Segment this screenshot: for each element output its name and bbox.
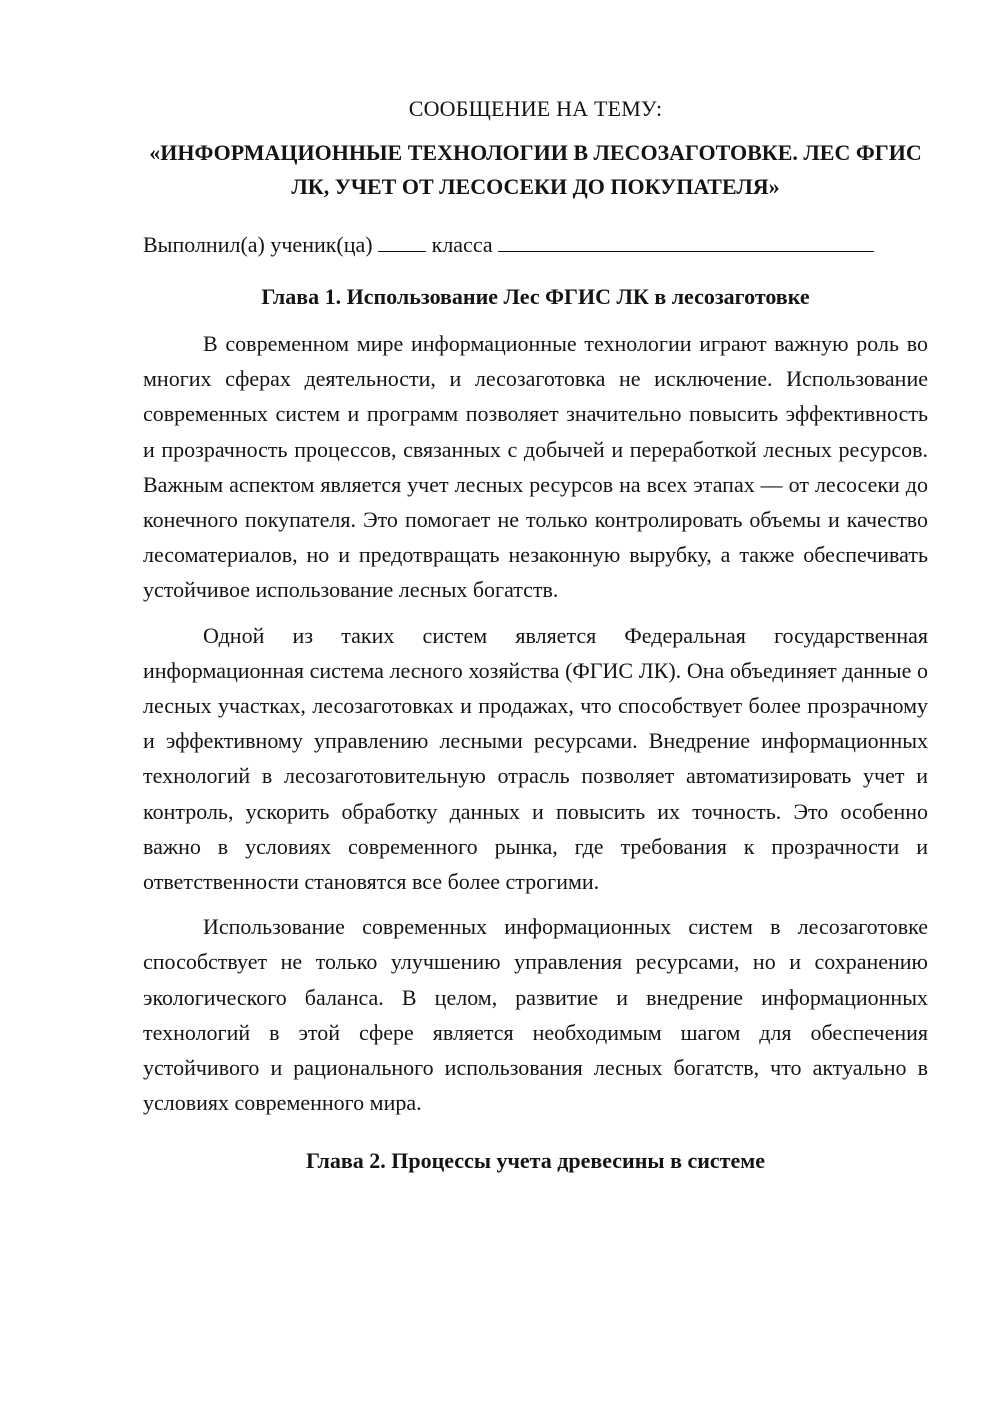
byline-prefix: Выполнил(а) ученик(ца) [143, 232, 373, 257]
document-title: «ИНФОРМАЦИОННЫЕ ТЕХНОЛОГИИ В ЛЕСОЗАГОТОВКЕ. ЛЕС ФГИС ЛК, УЧЕТ ОТ ЛЕСОСЕКИ ДО ПОКУПАТЕЛЯ» [149, 140, 922, 199]
chapter-2-heading: Глава 2. Процессы учета древесины в системе [306, 1148, 765, 1174]
chapter-1-paragraph: Одной из таких систем является Федеральная государственная информационная система лесного хозяйства (ФГИС ЛК). Она объединяет данные о лесных участках, лесозаготовках и продажах, что способствует более прозрачному и эффективному управлению лесными ресурсами. Внедрение информационных технологий в лесозаготовительную отрасль позволяет автоматизировать учет и контроль, ускорить обработку данных и повысить их точность. Это особенно важно в условиях современного рынка, где требования к прозрачности и ответственности становятся все более строгими. [143, 622, 928, 895]
document-page [143, 92, 928, 1190]
author-byline [143, 228, 928, 262]
grade-number-blank [378, 233, 426, 252]
chapter-1-heading: Глава 1. Использование Лес ФГИС ЛК в лесозаготовке [261, 284, 810, 309]
chapter-1-paragraph: В современном мире информационные технологии играют важную роль во многих сферах деятельности, и лесозаготовка не исключение. Использование современных систем и программ позволяет значительно повысить эффективность и прозрачность процессов, связанных с добычей и переработкой лесных ресурсов. Важным аспектом является учет лесных ресурсов на всех этапах — от лесосеки до конечного покупателя. Это помогает не только контролировать объемы и качество лесоматериалов, но и предотвращать незаконную вырубку, а также обеспечивать устойчивое использование лесных богатств. [143, 331, 928, 603]
chapter-1-paragraph: Использование современных информационных систем в лесозаготовке способствует не только улучшению управления ресурсами, но и сохранению экологического баланса. В целом, развитие и внедрение информационных технологий в этой сфере является необходимым шагом для обеспечения устойчивого и рационального использования лесных богатств, что актуально в условиях современного мира. [143, 914, 928, 1116]
class-name-blank [498, 233, 874, 252]
subject-line: СООБЩЕНИЕ НА ТЕМУ: [408, 96, 663, 121]
byline-middle: класса [431, 232, 493, 257]
